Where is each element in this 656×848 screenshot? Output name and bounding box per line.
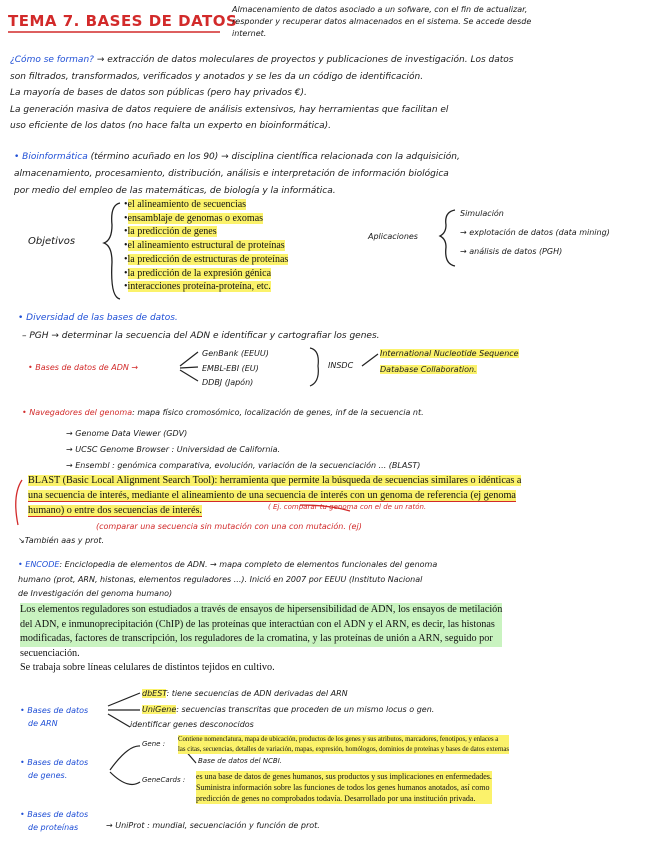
arn-third-item: identificar genes desconocidos xyxy=(130,720,254,729)
objetivo-item: la predicción de genes xyxy=(127,226,217,238)
arn-label: • Bases de datos de ARN xyxy=(20,706,89,728)
encode-typed-line: modificadas, factores de transcripción, los reguladores de la cromatina, y las proteínas de unión a ARN, seguido por xyxy=(20,632,502,647)
objetivo-item: interacciones proteína-proteína, etc. xyxy=(127,281,271,293)
objetivo-item: la predicción de estructuras de proteínas xyxy=(127,253,289,265)
blast-bracket xyxy=(16,480,22,525)
unigene-label: UniGene xyxy=(142,704,177,714)
tambien-note: ↘También aas y prot. xyxy=(18,536,105,545)
proteinas-label: • Bases de datos de proteínas xyxy=(20,810,89,832)
definition-line: internet. xyxy=(232,29,267,38)
blast-definition: BLAST (Basic Local Alignment Search Tool): herramienta que permite la búsqueda de secuencias similares o idénticas a una secuencia de interés, mediante el alineamiento de una secuencia de interés con un genoma de referencia (ej genoma humano) o entre dos secuencias de interés. xyxy=(28,475,522,516)
genes-label: • Bases de datos de genes. xyxy=(20,758,89,780)
bio-line: por medio del empleo de las matemáticas, de biología y la informática. xyxy=(14,186,336,196)
aplicaciones-label: Aplicaciones xyxy=(368,232,418,241)
adn-db-item: GenBank (EEUU) xyxy=(202,349,269,358)
arn-list: dbEST: tiene secuencias de ADN derivadas del ARN UniGene: secuencias transcritas que proceden de un mismo locus o gen. identificar genes desconocidos xyxy=(142,686,434,733)
aplicaciones-brace xyxy=(440,210,455,266)
section-bioinformatica xyxy=(14,149,460,200)
como-heading: ¿Cómo se forman? xyxy=(10,55,94,65)
definition-line: Almacenamiento de datos asociado a un sofware, con el fin de actualizar, xyxy=(232,5,528,14)
definition-line: responder y recuperar datos almacenados en el sistema. Se accede desde xyxy=(232,17,532,26)
gene-label: Gene : xyxy=(142,740,166,748)
como-line: son filtrados, transformados, verificados y anotados y se les da un código de identificación. xyxy=(10,71,424,82)
adn-db-arrows xyxy=(180,352,198,381)
adn-db-item: DDBJ (Japón) xyxy=(202,378,254,387)
navegadores-list xyxy=(66,426,420,474)
ej1-note: ( Ej. comparar tu genoma con el de un ratón. xyxy=(268,503,427,511)
dbest-label: dbEST xyxy=(142,689,167,698)
section-encode: • ENCODE: Enciclopedia de elementos de ADN. → mapa completo de elementos funcionales del genoma humano (prot, ARN, histonas, elementos reguladores ...). Inició en 2007 por EEUU (Instituto Nacional de Investigación del genoma humano) xyxy=(18,558,437,602)
encode-typed-line: secuenciación. xyxy=(20,647,80,659)
pgh-line: – PGH → determinar la secuencia del ADN e identificar y cartografiar los genes. xyxy=(22,331,380,341)
genecards-label: GeneCards : xyxy=(142,776,186,784)
insdc-arrow xyxy=(362,354,378,366)
objetivos-brace xyxy=(104,203,120,299)
title-definition xyxy=(232,4,531,40)
insdc-bracket xyxy=(310,348,318,386)
page-title: TEMA 7. BASES DE DATOS xyxy=(8,12,238,30)
aplicacion-item: explotación de datos (data mining) xyxy=(469,228,610,237)
objetivo-item: la predicción de la expresión génica xyxy=(127,267,272,279)
como-line: La mayoría de bases de datos son públicas (pero hay privados €). xyxy=(10,88,307,98)
encode-typed-line: del ADN, e inmunoprecipitación (ChIP) de las proteínas que interactúan con el ADN y el ARN, es decir, las histonas xyxy=(20,618,502,633)
navegador-item: → UCSC Genome Browser : Universidad de California. xyxy=(66,445,281,454)
encode-line: humano (prot, ARN, histonas, elementos reguladores ...). Inició en 2007 por EEUU (Instituto Nacional xyxy=(18,574,423,584)
insdc-name: International Nucleotide Sequence Database Collaboration. xyxy=(380,349,519,374)
diversidad-heading: • Diversidad de las bases de datos. xyxy=(18,313,178,323)
objetivos-list: •el alineamiento de secuencias •ensamblaje de genomas o exomas •la predicción de genes •el alineamiento estructural de proteínas •la predicción de estructuras de proteínas •la predicción de la expresión génica •interacciones proteína-proteína, etc. xyxy=(124,199,289,293)
encode-heading: ENCODE xyxy=(25,560,60,569)
navegadores-line: • Navegadores del genoma: mapa físico cromosómico, localización de genes, inf de la secuencia nt. xyxy=(22,408,424,417)
aplicacion-item: análisis de datos (PGH) xyxy=(469,247,563,256)
encode-typed xyxy=(20,603,502,676)
objetivo-item: el alineamiento estructural de proteínas xyxy=(127,240,285,252)
objetivos-label: Objetivos xyxy=(28,236,76,247)
navegador-item: → Ensembl : genómica comparativa, evolución, variación de la secuenciación ... (BLAST) xyxy=(66,461,421,470)
bio-line: (término acuñado en los 90) → disciplina científica relacionada con la adquisición, xyxy=(90,152,460,162)
adn-label: • Bases de datos de ADN → xyxy=(28,363,139,372)
aplicacion-item: Simulación xyxy=(460,209,504,218)
gene-sub: Base de datos del NCBI. xyxy=(198,757,283,765)
navegador-item: → Genome Data Viewer (GDV) xyxy=(66,429,188,438)
adn-db-item: EMBL-EBI (EU) xyxy=(202,363,259,373)
gene-description: Contiene nomenclatura, mapa de ubicación, productos de los genes y sus atributos, marcadores, fenotipos, y enlaces a las citas, secuencias, detalles de variación, mapas, expresión, homólogos, dominios de proteínas y bases de datos externas xyxy=(178,736,510,753)
como-line: La generación masiva de datos requiere de análisis extensivos, hay herramientas que facilitan el xyxy=(10,104,449,115)
aplicaciones-list: Simulación → explotación de datos (data mining) → análisis de datos (PGH) xyxy=(460,204,610,261)
encode-line: de Investigación del genoma humano) xyxy=(18,589,173,598)
section-como-se-forman xyxy=(10,52,513,135)
encode-typed-line: Se trabaja sobre líneas celulares de distintos tejidos en cultivo. xyxy=(20,662,275,673)
navegadores-heading: Navegadores del genoma xyxy=(29,408,133,417)
objetivo-item: ensamblaje de genomas o exomas xyxy=(127,212,264,224)
genecards-description: es una base de datos de genes humanos, sus productos y sus implicaciones en enfermedades. Suministra información sobre las funciones de todos los genes humanos anotados, así como predicción de genes no comprobados todavía. Desarrollado por una institución privada. xyxy=(196,772,492,803)
bio-heading: • Bioinformática xyxy=(14,152,88,162)
como-line: uso eficiente de los datos (no hace falta un experto en bioinformática). xyxy=(10,121,331,131)
genes-arrows xyxy=(110,746,140,785)
insdc-label: INSDC xyxy=(328,361,354,370)
ej2-note: (comparar una secuencia sin mutación con una con mutación. (ej) xyxy=(96,522,362,531)
objetivo-item: el alineamiento de secuencias xyxy=(127,199,247,210)
adn-db-list xyxy=(202,347,269,391)
bio-line: almacenamiento, procesamiento, distribución, análisis e interpretación de información biológica xyxy=(14,169,449,179)
proteinas-text: → UniProt : mundial, secuenciación y función de prot. xyxy=(106,821,320,830)
como-line: → extracción de datos moleculares de proyectos y publicaciones de investigación. Los datos xyxy=(96,55,514,65)
encode-typed-line: Los elementos reguladores son estudiados a través de ensayos de hipersensibilidad de ADN, los ensayos de metilación xyxy=(20,603,502,618)
